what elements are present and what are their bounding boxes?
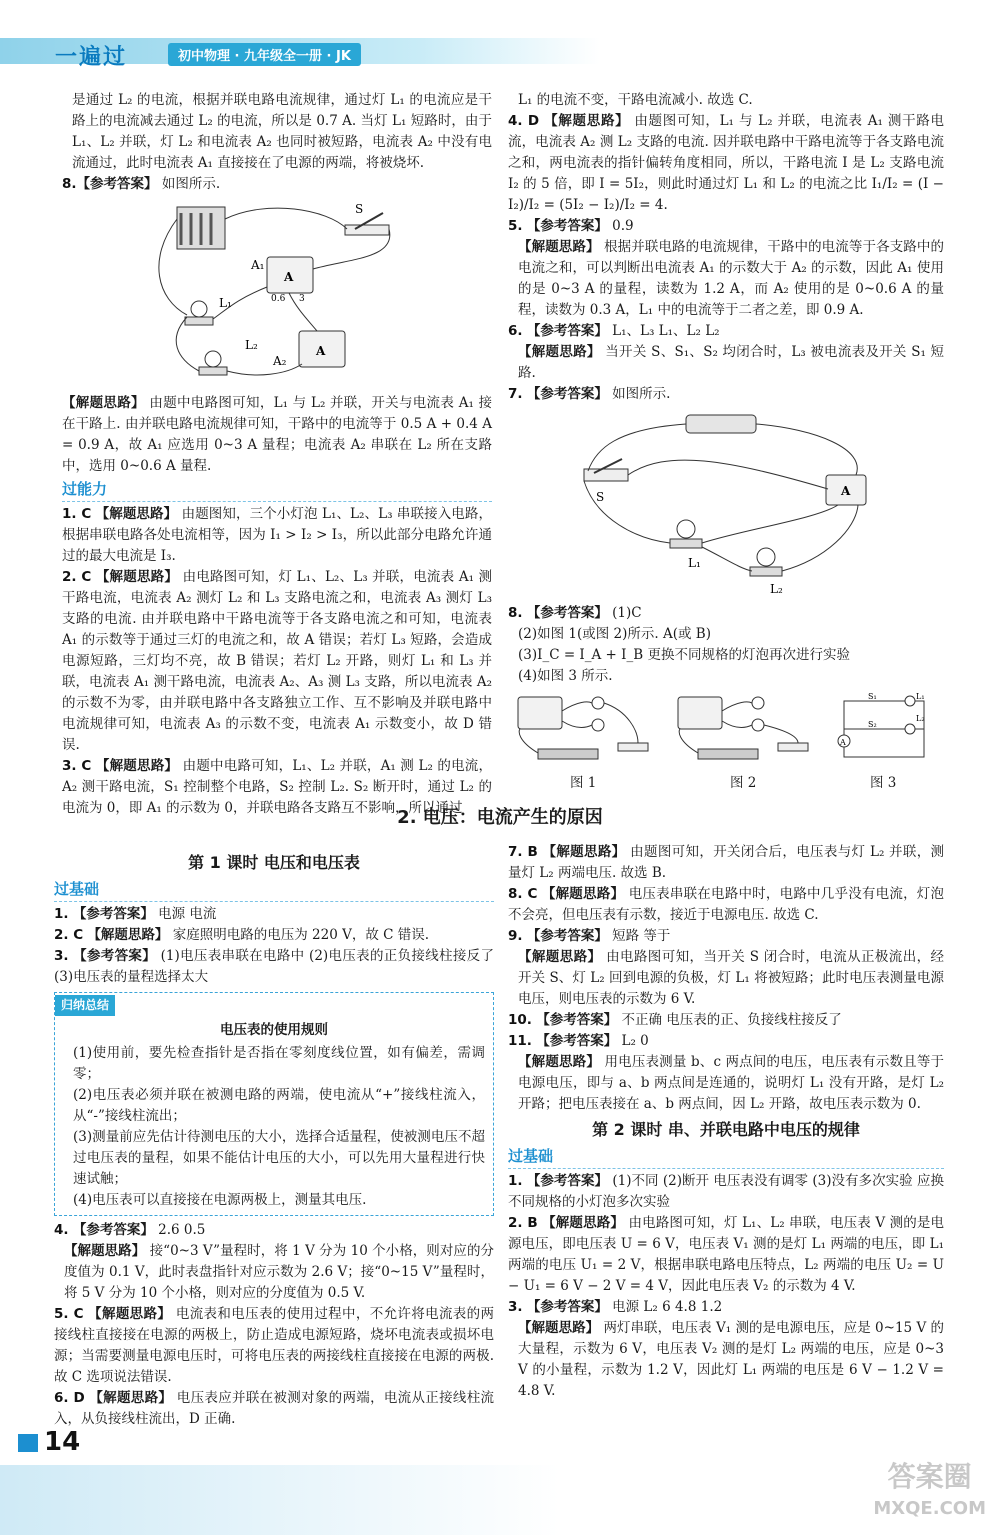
summary-line: (3)测量前应先估计待测电压的大小，选择合适量程，使被测电压不超过电压表的量程，如果不能估计电压的大小，可以先用大量程进行快速试触； xyxy=(73,1129,485,1187)
q8-line: (4)如图 3 所示. xyxy=(518,668,613,684)
svg-text:S: S xyxy=(596,490,605,504)
summary-title: 电压表的使用规则 xyxy=(220,1022,328,1038)
summary-line: (2)电压表必须并联在被测电路的两端，使电流从“+”接线柱流入，从“-”接线柱流出； xyxy=(73,1087,485,1124)
figure-2 xyxy=(668,691,818,771)
q8-line: (2)如图 1(或图 2)所示. A(或 B) xyxy=(518,626,711,642)
item-text: 两灯串联，电压表 V₁ 测的是电源电压，应是 0~15 V 的大量程，示数为 6 V，电压表 V₂ 测的是灯 L₂ 两端的电压，应是 0~3 V 的小量程，示数为 1.2 V，因此灯 L₁ 两端的电压是 6 V − 1.2 V = 4.8 V. xyxy=(518,1320,945,1399)
switch-icon xyxy=(345,225,389,235)
item-text: 由电路图可知，当开关 S 闭合时，电流从正极流出，经开关 S、灯 L₂ 回到电源的负极，灯 L₁ 将被短路；此时电压表测量电源电压，则电压表的示数为 6 V. xyxy=(518,949,945,1007)
figure-1-caption: 图 1 xyxy=(570,775,597,791)
figure-1 xyxy=(508,691,658,771)
svg-text:L₂: L₂ xyxy=(770,582,783,596)
item-text: 不正确 电压表的正、负接线柱接反了 xyxy=(621,1012,842,1028)
section-guonengli: 过能力 xyxy=(62,479,492,502)
q8-number: 8. xyxy=(62,176,77,192)
q8-line: (3)I_C = I_A + I_B 更换不同规格的灯泡再次进行实验 xyxy=(518,647,850,663)
brand-logo: 一遍过 xyxy=(55,45,128,70)
battery-icon xyxy=(686,415,756,433)
item-text: 电压表串联在电路中时，电路中几乎没有电流，灯泡不会亮，但电压表有示数，接近于电源电压. 故选 C. xyxy=(508,886,945,923)
item-text: 如图所示. xyxy=(612,386,671,402)
svg-text:L₁: L₁ xyxy=(916,692,925,701)
page-number: 14 xyxy=(44,1427,81,1457)
figure-2-caption: 图 2 xyxy=(730,775,757,791)
item-text: (1)电压表串联在电路中 (2)电压表的正负接线柱接反了 (3)电压表的量程选择太大 xyxy=(54,948,494,985)
watermark: 答案圈 MXQE.COM xyxy=(873,1460,986,1519)
svg-text:A: A xyxy=(840,738,846,747)
left-top-column: 是通过 L₂ 的电流，根据并联电路电流规律，通过灯 L₁ 的电流应是干路上的电流减去通过 L₂ 的电流，所以是 0.7 A. 当灯 L₁ 短路时，由于 L₁、L₂ 并联，灯 L₂ 和电流表 A₂ 也同时被短路，电流表 A₂ 中没有电流通过，此时电流表 A₁ 直接接在了电源的两端，将被烧坏. 8.【参考答案】 如图所示. S A A₁ 0.6 3 L₁ L₂ A A₂ 【解题思路】 由题中电路图可知，L₁ 与 L₂ 并联，开关与电流表 A₁ 接在干路上. 由并联电路电流规律可知，干路中的电流等于 0.5 A + 0.4 A = 0.9 A，故 A₁ 应选用 0~3 A 量程；电流表 A₂ 串联在 L₂ 所在支路中，选用 0~0.6 A 量程. 过能力 1. C 【解题思路】 由题图知，三个小灯泡 L₁、L₂、L₃ 串联接入电路，根据串联电路各处电流相等，因为 I₁ > I₂ > I₃，所以此部分电路允许通过的最大电流是 I₃. 2. C 【解题思路】 由电路图可知，灯 L₁、L₂、L₃ 并联，电流表 A₁ 测干路电流，电流表 A₂ 测灯 L₂ 和 L₃ 支路电流之和，电流表 A₃ 测灯 L₃ 支路的电流. 由并联电路中干路电流等于各支路电流之和可知，电流表 A₁ 的示数等于通过三灯的电流之和，故 A 错误；若灯 L₃ 短路，会造成电源短路，三灯均不亮，故 B 错误；若灯 L₂ 开路，则灯 L₁ 和 L₃ 并联，电流表 A₁ 测干路电流，电流表 A₂、A₃ 测 L₃ 支路，所以电流表 A₂ 的示数不为零，由并联电路中各支路独立工作、互不影响及并联电路中电流规律可知，电流表 A₃ 的示数不变，电流表 A₁ 示数变小，故 D 错误. 3. C 【解题思路】 由题中电路可知，L₁、L₂ 并联，A₁ 测 L₂ 的电流，A₂ 测干路电流，S₁ 控制整个电路，S₂ 控制 L₂. S₂ 断开时，通过 L₂ 的电流为 0，即 A₁ 的示数为 0，并联电路各支路互不影响，所以通过 xyxy=(62,92,493,816)
item-text: 电流表和电压表的使用过程中，不允许将电流表的两接线柱直接接在电源的两极上，防止造成电源短路，烧坏电流表或损坏电源；当需要测量电源电压时，可将电压表的两接线柱直接接在电源的两极. 故 C 选项说法错误. xyxy=(54,1306,494,1385)
item-text: 接“0~3 V”量程时，将 1 V 分为 10 个小格，则对应的分度值为 0.1 V，此时表盘指针对应示数为 2.6 V；接“0~15 V”量程时，将 5 V 分为 10 个小格，则对应的分度值为 0.5 V. xyxy=(64,1243,494,1301)
q8-think: 由题中电路图可知，L₁ 与 L₂ 并联，开关与电流表 A₁ 接在干路上. 由并联电路电流规律可知，干路中的电流等于 0.5 A + 0.4 A = 0.9 A，故 A₁ 应选用 0~3 A 量程；电流表 A₂ 串联在 L₂ 所在支路中，选用 0~0.6 A 量程. xyxy=(62,395,492,474)
label-l2: L₂ xyxy=(245,338,258,352)
summary-box xyxy=(54,992,494,1216)
lesson-2-title: 第 2 课时 串、并联电路中电压的规律 xyxy=(592,1120,860,1139)
svg-text:S₁: S₁ xyxy=(868,692,877,701)
item-text: 电源 电流 xyxy=(158,906,217,922)
svg-text:A: A xyxy=(841,484,851,498)
bulb-l2-icon xyxy=(205,351,221,367)
summary-tag: 归纳总结 xyxy=(55,995,115,1016)
chapter-title: 2. 电压：电流产生的原因 xyxy=(397,807,603,828)
item-text: 由电路图可知，灯 L₁、L₂、L₃ 并联，电流表 A₁ 测干路电流，电流表 A₂ 测灯 L₂ 和 L₃ 支路电流之和，电流表 A₃ 测灯 L₃ 支路的电流. 由并联电路中干路电流等于各支路电流之和可知，电流表 A₁ 的示数等于通过三灯的电流之和，故 A 错误；若灯 L₃ 短路，会造成电源短路，三灯均不亮，故 B 错误；若灯 L₂ 开路，则灯 L₁ 和 L₃ 并联，电流表 A₁ 测干路电流，电流表 A₂、A₃ 测 L₃ 支路，所以电流表 A₂ 的示数不为零，由并联电路中各支路独立工作、互不影响及并联电路中电流规律可知，电流表 A₃ 的示数不变，电流表 A₁ 示数变小，故 D 错误. xyxy=(62,569,492,753)
bulb-l1-icon xyxy=(191,301,207,317)
bulb-l2-icon xyxy=(757,548,775,566)
lesson-1-title: 第 1 课时 电压和电压表 xyxy=(188,853,360,872)
item-text: 用电压表测量 b、c 两点间的电压，电压表有示数且等于电源电压，即与 a、b 两点间是连通的，说明灯 L₁ 没有开路，是灯 L₂ 开路；把电压表接在 a、b 两点间，因 L₂ 开路，故电压表示数为 0. xyxy=(518,1054,944,1112)
page-header xyxy=(0,0,1000,78)
svg-text:3: 3 xyxy=(299,294,305,304)
figure-3-caption: 图 3 xyxy=(870,775,897,791)
item-text: 电压表应并联在被测对象的两端，电流从正接线柱流入，从负接线柱流出，D 正确. xyxy=(54,1390,495,1427)
continued-text: L₁ 的电流不变，干路电流减小. 故选 C. xyxy=(518,92,753,108)
label-a1: A₁ xyxy=(251,258,265,272)
q8-figures-row xyxy=(508,691,944,791)
left-bottom-column: 第 1 课时 电压和电压表 过基础 1. 【参考答案】 电源 电流 2. C 【解题思路】 家庭照明电路的电压为 220 V，故 C 错误. 3. 【参考答案】 (1)电压表串联在电路中 (2)电压表的正负接线柱接反了 (3)电压表的量程选择太大 归纳总结 电压表的使用规则 (1)使用前，要先检查指针是否指在零刻度线位置，如有偏差，需调零； (2)电压表必须并联在被测电路的两端，使电流从“+”接线柱流入，从“-”接线柱流出； (3)测量前应先估计待测电压的大小，选择合适量程，使被测电压不超过电压表的量程，如果不能估计电压的大小，可以先用大量程进行快速试触； (4)电压表可以直接接在电源两极上，测量其电压. 4. 【参考答案】 2.6 0.5 【解题思路】 接“0~3 V”量程时，将 1 V 分为 10 个小格，则对应的分度值为 0.1 V，此时表盘指针对应示数为 2.6 V；接“0~15 V”量程时，将 5 V 分为 10 个小格，则对应的分度值为 0.5 V. 5. C 【解题思路】 电流表和电压表的使用过程中，不允许将电流表的两接线柱直接接在电源的两极上，防止造成电源短路，烧坏电流表或损坏电源；当需要测量电源电压时，可将电压表的两接线柱直接接在电源的两极. 故 C 选项说法错误. 6. D 【解题思路】 电压表应并联在被测对象的两端，电流从正接线柱流入，从负接线柱流出，D 正确. xyxy=(54,853,495,1427)
item-text: 由题图可知，开关闭合后，电压表与灯 L₂ 并联，测量灯 L₂ 两端电压. 故选 B. xyxy=(508,844,945,881)
series-badge: 初中物理 · 九年级全一册 · JK xyxy=(168,43,361,66)
section-guojichu-2: 过基础 xyxy=(508,1146,944,1169)
q7-circuit-figure xyxy=(576,409,876,599)
figure-3 xyxy=(828,691,938,771)
item-text: L₁、L₃ L₁、L₂ L₂ xyxy=(612,323,720,339)
footer-band xyxy=(0,1465,560,1535)
svg-text:A: A xyxy=(316,344,326,358)
right-bottom-column: 7. B 【解题思路】 由题图可知，开关闭合后，电压表与灯 L₂ 并联，测量灯 L₂ 两端电压. 故选 B. 8. C 【解题思路】 电压表串联在电路中时，电路中几乎没有电流，灯泡不会亮，但电压表有示数，接近于电源电压. 故选 C. 9. 【参考答案】 短路 等于 【解题思路】 由电路图可知，当开关 S 闭合时，电流从正极流出，经开关 S、灯 L₂ 回到电源的负极，灯 L₁ 将被短路；此时电压表测量电源电压，则电压表的示数为 6 V. 10. 【参考答案】 不正确 电压表的正、负接线柱接反了 11. 【参考答案】 L₂ 0 【解题思路】 用电压表测量 b、c 两点间的电压，电压表有示数且等于电源电压，即与 a、b 两点间是连通的，说明灯 L₁ 没有开路，是灯 L₂ 开路；把电压表接在 a、b 两点间，因 L₂ 开路，故电压表示数为 0. 第 2 课时 串、并联电路中电压的规律 过基础 1. 【参考答案】 (1)不同 (2)断开 电压表没有调零 (3)没有多次实验 应换不同规格的小灯泡多次实验 2. B 【解题思路】 由电路图可知，灯 L₁、L₂ 串联，电压表 V 测的是电源电压，即电压表 U = 6 V，电压表 V₁ 测的是灯 L₁ 两端的电压，即 L₁ 两端的电压 U₁ = 2 V，根据串联电路电压特点，L₂ 两端的电压 U₂ = U − U₁ = 6 V − 2 V = 4 V，因此电压表 V₂ 的示数为 4 V. 3. 【参考答案】 电源 L₂ 6 4.8 1.2 【解题思路】 两灯串联，电压表 V₁ 测的是电源电压，应是 0~15 V 的大量程，示数为 6 V，电压表 V₂ 测的是灯 L₂ 两端的电压，应是 0~3 V 的小量程，示数为 1.2 V，因此灯 L₁ 两端的电压是 6 V − 1.2 V = 4.8 V. xyxy=(508,844,945,1399)
item-text: 2.6 0.5 xyxy=(158,1222,206,1238)
section-guojichu: 过基础 xyxy=(54,879,494,902)
item-text: 由题图可知，L₁ 与 L₂ 并联，电流表 A₁ 测干路电流，电流表 A₂ 测 L₂ 支路的电流. 因并联电路中干路电流等于各支路电流之和，两电流表的指针偏转角度相同，所以，干路电流 I 是 L₂ 支路电流 I₂ 的 5 倍，即 I = 5I₂，则此时通过灯 L₁ 和 L₂ 的电流之比 I₁/I₂ = (I − I₂)/I₂ = (5I₂ − I₂)/I₂ = 4. xyxy=(508,113,944,213)
page-marker xyxy=(18,1434,38,1452)
label-a2: A₂ xyxy=(273,354,287,368)
q8-answer: 如图所示. xyxy=(161,176,221,192)
item-text: 由电路图可知，灯 L₁、L₂ 串联，电压表 V 测的是电源电压，即电压表 U = 6 V，电压表 V₁ 测的是灯 L₁ 两端的电压，即 L₁ 两端的电压 U₁ = 2 V，根据串联电路电压特点，L₂ 两端的电压 U₂ = U − U₁ = 6 V − 2 V = 4 V，因此电压表 V₂ 的示数为 4 V. xyxy=(508,1215,945,1294)
item-text: 当开关 S、S₁、S₂ 均闭合时，L₃ 被电流表及开关 S₁ 短路. xyxy=(518,344,945,381)
switch-icon xyxy=(584,469,628,481)
item-text: (1)不同 (2)断开 电压表没有调零 (3)没有多次实验 应换不同规格的小灯泡多次实验 xyxy=(508,1173,945,1210)
summary-line: (4)电压表可以直接接在电源两极上，测量其电压. xyxy=(73,1192,367,1208)
svg-text:A: A xyxy=(284,270,294,284)
intro-paragraph: 是通过 L₂ 的电流，根据并联电路电流规律，通过灯 L₁ 的电流应是干路上的电流减去通过 L₂ 的电流，所以是 0.7 A. 当灯 L₁ 短路时，由于 L₁、L₂ 并联，灯 L₂ 和电流表 A₂ 也同时被短路，电流表 A₂ 中没有电流通过，此时电流表 A₁ 直接接在了电源的两端，将被烧坏. xyxy=(72,92,492,171)
svg-text:L₁: L₁ xyxy=(688,556,701,570)
item-text: 由题中电路可知，L₁、L₂ 并联，A₁ 测 L₂ 的电流，A₂ 测干路电流，S₁ 控制整个电路，S₂ 控制 L₂. S₂ 断开时，通过 L₂ 的电流为 0，即 A₁ 的示数为 0，并联电路各支路互不影响，所以通过 xyxy=(62,758,493,816)
item-text: 短路 等于 xyxy=(612,928,671,944)
svg-text:0.6: 0.6 xyxy=(271,294,286,304)
right-top-column: L₁ 的电流不变，干路电流减小. 故选 C. 4. D 【解题思路】 由题图可知，L₁ 与 L₂ 并联，电流表 A₁ 测干路电流，电流表 A₂ 测 L₂ 支路的电流. 因并联电路中干路电流等于各支路电流之和，两电流表的指针偏转角度相同，所以，干路电流 I 是 L₂ 支路电流 I₂ 的 5 倍，即 I = 5I₂，则此时通过灯 L₁ 和 L₂ 的电流之比 I₁/I₂ = (I − I₂)/I₂ = (5I₂ − I₂)/I₂ = 4. 5. 【参考答案】 0.9 【解题思路】 根据并联电路的电流规律，干路中的电流等于各支路中的电流之和，可以判断出电流表 A₁ 的示数大于 A₂ 的示数，因此 A₁ 使用的是 0~3 A 的量程，读数为 1.2 A，而 A₂ 使用的是 0~0.6 A 的量程，读数为 0.3 A，L₁ 中的电流等于二者之差，即 0.9 A. 6. 【参考答案】 L₁、L₃ L₁、L₂ L₂ 【解题思路】 当开关 S、S₁、S₂ 均闭合时，L₃ 被电流表及开关 S₁ 短路. 7. 【参考答案】 如图所示. S A L₁ L₂ 8. 【参考答案】 (1)C (2)如图 1(或图 2)所示. A(或 B) (3)I_C = I_A + I_B 更换不同规格的灯泡再次进行实验 (4)如图 3 所示. A S₁ S₂ L₁ L₂ 图 1 图 2 图 3 xyxy=(508,90,944,791)
q8-circuit-figure xyxy=(147,199,407,389)
summary-line: (1)使用前，要先检查指针是否指在零刻度线位置，如有偏差，需调零； xyxy=(73,1045,485,1082)
svg-text:L₂: L₂ xyxy=(916,714,925,723)
q8-answer-label: 【参考答案】 xyxy=(76,176,158,192)
item-text: 由题图知，三个小灯泡 L₁、L₂、L₃ 串联接入电路，根据串联电路各处电流相等，因为 I₁ > I₂ > I₃，所以此部分电路允许通过的最大电流是 I₃. xyxy=(62,506,492,564)
item-text: 根据并联电路的电流规律，干路中的电流等于各支路中的电流之和，可以判断出电流表 A₁ 的示数大于 A₂ 的示数，因此 A₁ 使用的是 0~3 A 的量程，读数为 1.2 A，而 A₂ 使用的是 0~0.6 A 的量程，读数为 0.3 A，L₁ 中的电流等于二者之差，即 0.9 A. xyxy=(518,239,945,318)
label-l1: L₁ xyxy=(219,296,232,310)
item-text: 电源 L₂ 6 4.8 1.2 xyxy=(612,1299,723,1315)
svg-text:S₂: S₂ xyxy=(868,720,877,729)
label-s: S xyxy=(355,202,364,216)
item-text: 家庭照明电路的电压为 220 V，故 C 错误. xyxy=(172,927,430,943)
bulb-l1-icon xyxy=(677,520,695,538)
item-text: 0.9 xyxy=(612,218,634,234)
q8-think-label: 【解题思路】 xyxy=(62,395,145,411)
item-text: L₂ 0 xyxy=(621,1033,649,1049)
